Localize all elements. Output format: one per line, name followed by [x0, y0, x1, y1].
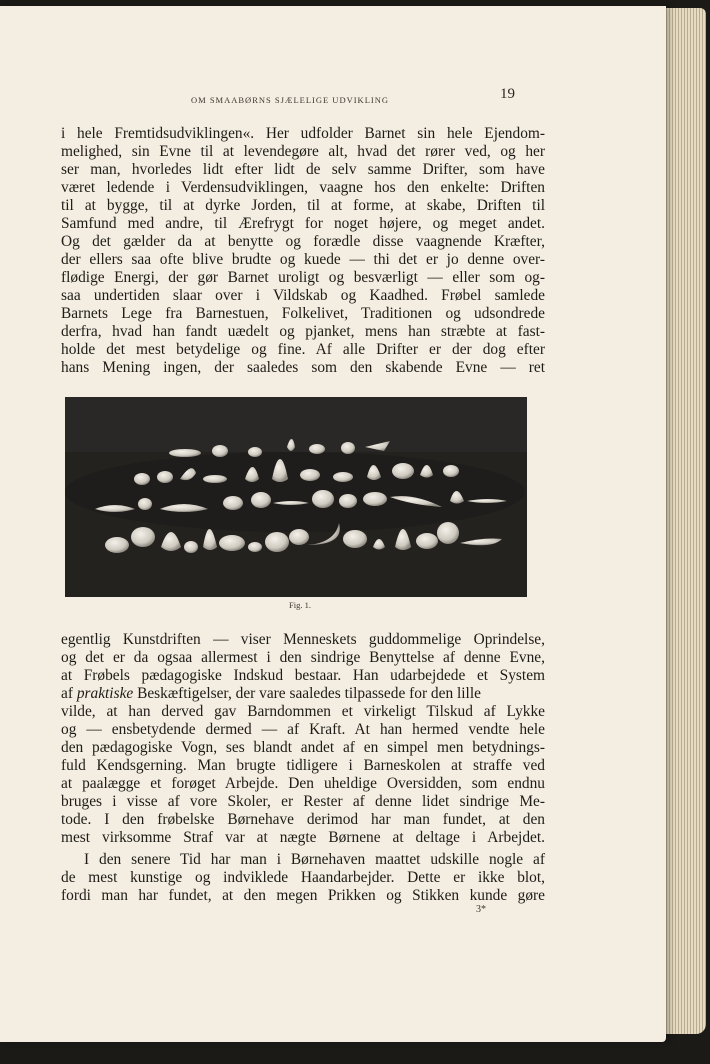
text-line: fuld Kendsgerning. Man brugte tidligere i Barneskolen at straffe ved [61, 757, 545, 774]
text-line: og — ensbetydende dermed — af Kraft. At han hermed vendte hele [61, 721, 545, 738]
italic-word: praktiske [76, 685, 134, 702]
text-line: at paalægge et forøget Arbejde. Den uheldige Oversidden, som endnu [61, 775, 545, 792]
text-line-with-italic [61, 685, 545, 703]
text-line: derfra, hvad han fandt uædelt og pjanket, mens han stræbte at fast- [61, 323, 545, 340]
text-line: den pædagogiske Vogn, ses blandt andet af en simpel men betydnings- [61, 739, 545, 756]
text-line: hans Mening ingen, der saaledes som den skabende Evne — ret [61, 359, 545, 376]
text-line: fordi man har fundet, at den megen Prikken og Stikken kunde gøre [61, 887, 545, 904]
text-line: de mest kunstige og indviklede Haandarbejder. Dette er ikke blot, [61, 869, 545, 886]
text-fragment: af [61, 685, 77, 702]
signature-mark: 3* [476, 904, 486, 915]
text-line: holde det mest betydelige og fine. Af alle Drifter er der dog efter [61, 341, 545, 358]
figure-photo [65, 397, 527, 597]
text-line: mest virksomme Straf var at nægte Børnene at deltage i Arbejdet. [61, 829, 545, 846]
text-line: i hele Fremtidsudviklingen«. Her udfolder Barnet sin hele Ejendom- [61, 125, 545, 142]
text-line: I den senere Tid har man i Børnehaven maattet udskille nogle af [84, 851, 545, 868]
page-number: 19 [500, 86, 515, 102]
text-line: bruges i visse af vore Skoler, er Rester af denne lidet sindrige Me- [61, 793, 545, 810]
text-line: Samfund med andre, til Ærefrygt for noget højere, og meget andet. [61, 215, 545, 232]
figure-caption: Fig. 1. [289, 600, 311, 610]
photo-of-clay-fruits-icon [65, 397, 527, 597]
running-title: OM SMAABØRNS SJÆLELIGE UDVIKLING [191, 95, 389, 105]
text-line: vilde, at han derved gav Barndommen et virkeligt Tilskud af Lykke [61, 703, 545, 720]
text-line: saa undertiden slaar over i Vildskab og Kaadhed. Frøbel samlede [61, 287, 545, 304]
text-fragment: Beskæftigelser, der vare saaledes tilpassede for den lille [133, 685, 481, 702]
text-line: tode. I den frøbelske Børnehave derimod har man fundet, at den [61, 811, 545, 828]
text-line: flødige Energi, der gør Barnet uroligt og besværligt — eller som og- [61, 269, 545, 286]
text-line: egentlig Kunstdriften — viser Menneskets guddommelige Oprindelse, [61, 631, 545, 648]
text-line: melighed, sin Evne til at levendegøre alt, hvad det rører ved, og her [61, 143, 545, 160]
text-line: ser man, hvorledes lidt efter lidt de selv samme Drifter, som have [61, 161, 545, 178]
text-line: at Frøbels pædagogiske Indskud bestaar. Han udarbejdede et System [61, 667, 545, 684]
text-line: der ellers saa ofte blive brudte og kuede — thi det er jo denne over- [61, 251, 545, 268]
text-line: været ledende i Verdensudviklingen, vaagne hos den enkelte: Driften [61, 179, 545, 196]
text-line: til at bygge, til at dyrke Jorden, til at forme, at skabe, Driften til [61, 197, 545, 214]
text-line: Barnets Lege fra Barnestuen, Folkelivet, Traditionen og udsondrede [61, 305, 545, 322]
text-line: og det er da ogsaa allermest i den sindrige Benyttelse af denne Evne, [61, 649, 545, 666]
text-line: Og det gælder da at benytte og forædle disse vaagnende Kræfter, [61, 233, 545, 250]
